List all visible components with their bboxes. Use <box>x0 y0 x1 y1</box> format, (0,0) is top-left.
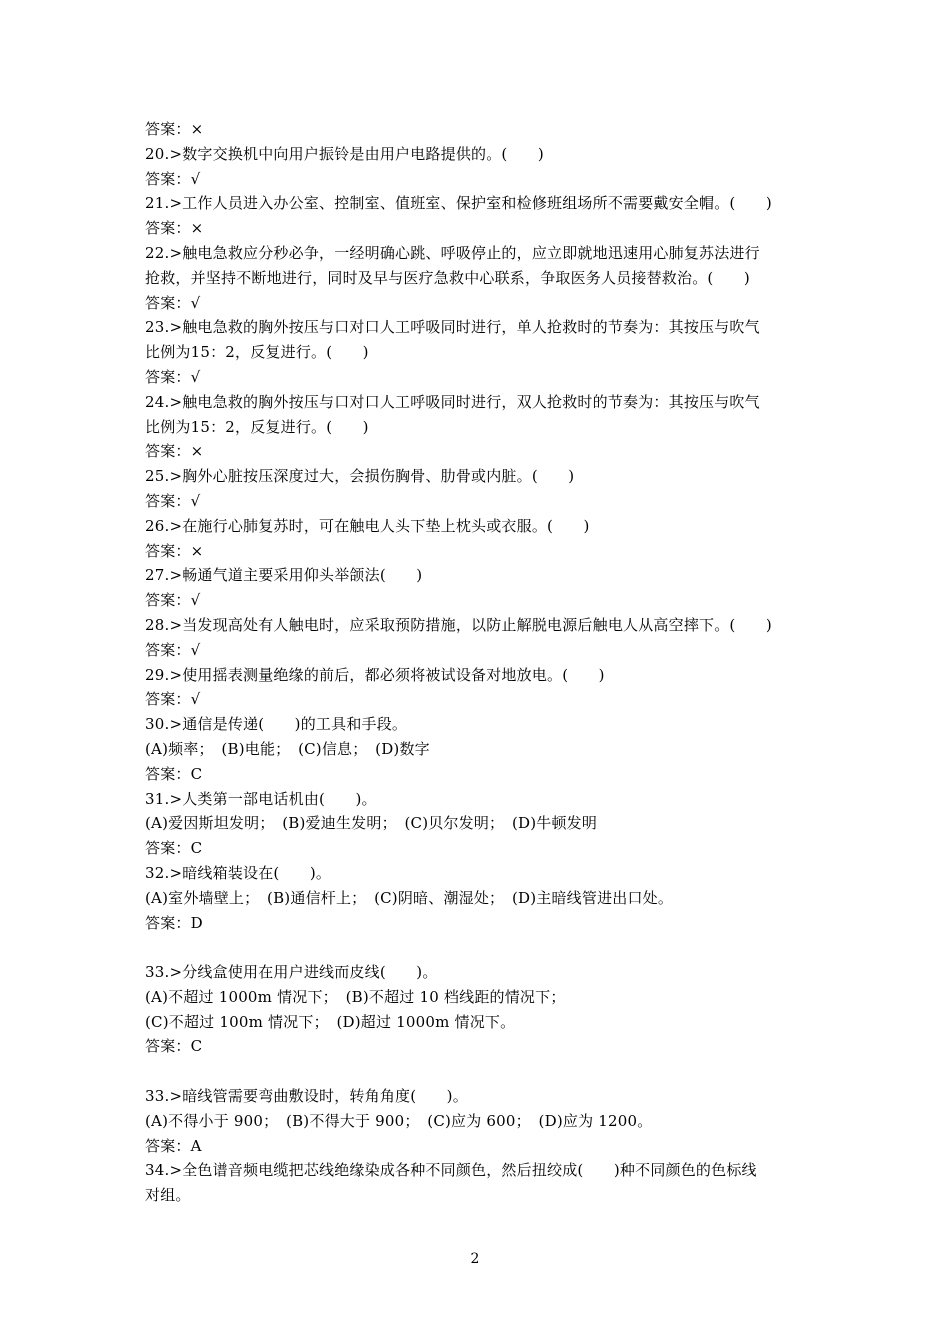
text-line: 比例为15：2，反复进行。( ) <box>145 343 369 362</box>
text-line: 31.>人类第一部电话机由( )。 <box>145 789 377 808</box>
text-line: (A)室外墙壁上； (B)通信杆上； (C)阴暗、潮湿处； (D)主暗线管进出口处。 <box>145 888 674 907</box>
text-line: 抢救，并坚持不断地进行，同时及早与医疗急救中心联系，争取医务人员接替救治。( ) <box>145 268 750 287</box>
text-line: 23.>触电急救的胸外按压与口对口人工呼吸同时进行，单人抢救时的节奏为：其按压与吹气 <box>145 318 760 337</box>
text-line: 32.>暗线箱装设在( )。 <box>145 863 332 882</box>
text-line: 27.>畅通气道主要采用仰头举颌法( ) <box>145 566 423 585</box>
page-number: 2 <box>470 1251 480 1267</box>
text-line: 答案：√ <box>145 640 201 659</box>
text-line: 答案：√ <box>145 293 201 312</box>
text-line: 答案：√ <box>145 169 201 188</box>
text-line: 22.>触电急救应分秒必争，一经明确心跳、呼吸停止的，应立即就地迅速用心肺复苏法进行 <box>145 243 760 262</box>
text-line: (A)频率； (B)电能； (C)信息； (D)数字 <box>145 739 430 758</box>
text-line: 33.>暗线管需要弯曲敷设时，转角角度( )。 <box>145 1087 468 1106</box>
text-line: 答案：√ <box>145 690 201 709</box>
text-line: 30.>通信是传递( )的工具和手段。 <box>145 715 408 734</box>
text-line: 答案：× <box>145 219 204 238</box>
text-line: 答案：D <box>145 913 203 932</box>
text-line: 答案：√ <box>145 591 201 610</box>
text-line: (C)不超过 100m 情况下； (D)超过 1000m 情况下。 <box>145 1012 516 1031</box>
text-line: 33.>分线盒使用在用户进线而皮线( )。 <box>145 963 438 982</box>
text-line: 答案：√ <box>145 367 201 386</box>
text-line: 答案：× <box>145 120 204 138</box>
text-line: 对组。 <box>145 1186 191 1205</box>
text-line: 答案：√ <box>145 491 201 510</box>
text-line: 29.>使用摇表测量绝缘的前后，都必须将被试设备对地放电。( ) <box>145 665 605 684</box>
text-line: 21.>工作人员进入办公室、控制室、值班室、保护室和检修班组场所不需要戴安全帽。( ) <box>145 194 772 213</box>
text-line: 答案：A <box>145 1136 202 1155</box>
text-line: 答案：C <box>145 764 203 783</box>
blank-line <box>145 1059 815 1084</box>
document-body <box>145 117 815 1208</box>
text-line: 答案：× <box>145 442 204 461</box>
text-line: 20.>数字交换机中向用户振铃是由用户电路提供的。( ) <box>145 144 544 163</box>
text-line: (A)不得小于 900； (B)不得大于 900； (C)应为 600； (D)应为 1200。 <box>145 1111 653 1130</box>
text-line: 26.>在施行心肺复苏时，可在触电人头下垫上枕头或衣服。( ) <box>145 516 590 535</box>
text-line: (A)不超过 1000m 情况下； (B)不超过 10 档线距的情况下； <box>145 987 566 1006</box>
text-line: 比例为15：2，反复进行。( ) <box>145 417 369 436</box>
text-line: 答案：C <box>145 839 203 858</box>
text-line: 答案：C <box>145 1037 203 1056</box>
text-line: 25.>胸外心脏按压深度过大，会损伤胸骨、肋骨或内脏。( ) <box>145 467 575 486</box>
text-line: 28.>当发现高处有人触电时，应采取预防措施，以防止解脱电源后触电人从高空摔下。( ) <box>145 615 772 634</box>
text-line: (A)爱因斯坦发明； (B)爱迪生发明； (C)贝尔发明； (D)牛顿发明 <box>145 814 598 833</box>
text-line: 答案：× <box>145 541 204 560</box>
blank-line <box>145 935 815 960</box>
text-line: 24.>触电急救的胸外按压与口对口人工呼吸同时进行，双人抢救时的节奏为：其按压与吹气 <box>145 392 760 411</box>
text-line: 34.>全色谱音频电缆把芯线绝缘染成各种不同颜色，然后扭绞成( )种不同颜色的色标线 <box>145 1161 757 1180</box>
